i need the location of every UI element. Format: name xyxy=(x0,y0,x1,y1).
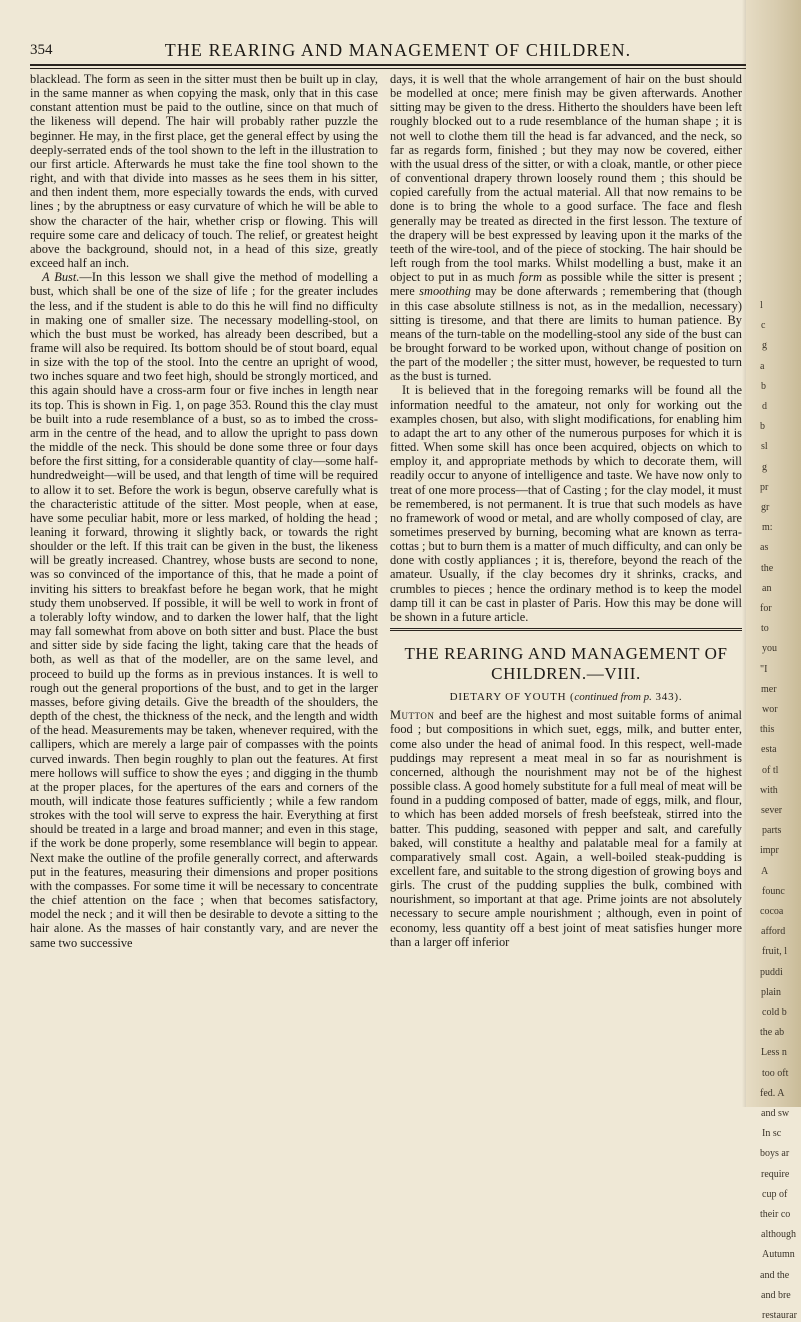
facing-page-fragment: c xyxy=(761,320,766,332)
right-column xyxy=(390,72,742,949)
facing-page-fragment: g xyxy=(762,461,767,473)
facing-page-fragment: mer xyxy=(761,683,777,695)
facing-page-fragment: fruit, l xyxy=(762,946,787,958)
facing-page-fragment: pr xyxy=(760,481,769,493)
facing-page-fragment: wor xyxy=(762,704,778,715)
facing-page-fragment: and the xyxy=(760,1269,790,1281)
emphasis-form: form xyxy=(518,270,543,285)
facing-page-fragment: the ab xyxy=(760,1027,785,1039)
facing-page-fragment: In sc xyxy=(762,1128,782,1140)
paragraph-continued-right xyxy=(390,72,742,383)
facing-page-fragment: sl xyxy=(761,441,768,453)
facing-page-fragment: cold b xyxy=(762,1007,787,1018)
opening-word: Mutton xyxy=(390,708,435,723)
running-title: THE REARING AND MANAGEMENT OF CHILDREN. xyxy=(164,40,632,60)
facing-page-fragment: of tl xyxy=(762,764,779,776)
facing-page-fragment: and bre xyxy=(761,1289,791,1301)
article-subtitle xyxy=(390,690,742,704)
paragraph-text: as possible while the sitter is present ; mere xyxy=(390,270,742,299)
facing-page-fragment: afford xyxy=(761,926,786,938)
paragraph-continued: blacklead. The form as seen in the sitter must then be built up in clay, in the same manner as when copying the mask, only that in this case constant attention must be paid to the outline, since on that much of the likeness will depend. The hair will probably rather puzzle the beginner. He may, in the first place, get the general effect by using the deeply-serrated ends of the tool shown to the left in the illustration to our first article. Afterwards he must take the fine tool shown to the right, and with that divide into masses as he sees them in his sitter, and then indent them, more especially towards the ends, with curved lines ; by the abruptness or easy curvature of which he will be able to show the character of the hair, whether crisp or flowing. This will require some care and delicacy of touch. The relief, or greatest height above the background, should not, in a head of this size, greatly exceed half an inch. xyxy=(30,72,378,271)
facing-page-fragment: A xyxy=(761,865,769,877)
left-column xyxy=(30,72,378,950)
facing-page-fragment: b xyxy=(761,380,766,392)
facing-page-fragment: require xyxy=(761,1168,790,1180)
header-rule-thin xyxy=(30,68,766,69)
facing-page-fragment: boys ar xyxy=(760,1148,790,1160)
header-rule xyxy=(30,64,766,66)
facing-page-fragment: cocoa xyxy=(760,906,784,917)
paragraph-text: —In this lesson we shall give the method of modelling a bust, which shall be one of the size of life ; for the greater includes the less, and if the student is able to do this he will find no difficulty in making one of smaller size. The necessary modelling-stool, on which the bust must be worked, has already been described, but a frame will also be required. Its bottom should be of stout board, equal in size with the top of the stool. Into the centre an upright of wood, two inches square and two feet high, should be strongly morticed, and this again should have a cross-arm four or five inches in length near its top. This is shown in Fig. 1, on page 353. Round this the clay must be built into a rude resemblance of a bust, so as to imbed the cross-arm in the centre of the head, and to allow the upright to pass down the middle of the neck. This should be done some three or four days before the first sitting, for a considerable quantity of clay—some half-hundredweight—will be used, and that length of time will be required to allow it to set. Before the work is begun, observe carefully what is the characteristic attitude of the sitter. Most people, when at ease, have some peculiar habit, more or less marked, of holding the head ; leaning it forward, throwing it slightly back, or towards the right shoulder or the left. If this trait can be given in the bust, the likeness will be greatly increased. Chantrey, whose busts are second to none, was so convinced of the importance of this, that he made a point of inviting his sitters to breakfast before he began work, that he might study them unobserved. If possible, it will be well to work in front of a tolerably lofty window, and to darken the lower half, that the light may fall somewhat from above on both sitter and bust. Place the bust and sitter side by side facing the light, taking care that the heads of both, as well as that of the modeller, are on the same level, and proceed to build up the forms as in previous instances. It is well to rough out the general proportions of the bust, and to get in the larger masses, before giving details. Give the breadth of the shoulders, the depth of the chest, the thickness of the neck, and the length and width of the head. Measurements may be taken, whenever required, with the callipers, which are merely a large pair of compasses with the points curved inwards. Then begin roughly to plan out the features. At first mere hollows will suffice to show the eyes ; and digging in the thumb at the proper places, for the apertures of the ears and corners of the mouth, will indicate those features sufficiently ; while a few random strokes with the tool will serve to express the hair. Everything at first should be treated in a large and broad manner; and even in this stage, if the work be done properly, some resemblance will begin to appear. Next make the outline of the profile generally correct, and afterwards put in the features, measuring their dimensions and proper positions with the compasses. For some time it will be necessary to concentrate the chief attention on the face ; when that becomes satisfactory, model the neck ; and it will then be desirable to devote a sitting to the hair alone. As the masses of hair constantly vary, and are never the same two successive xyxy=(30,270,378,950)
subtitle-text: DIETARY OF YOUTH ( xyxy=(449,691,575,704)
facing-page-fragment: for xyxy=(760,603,772,614)
facing-page-fragment: d xyxy=(762,401,767,412)
facing-page-fragment: m: xyxy=(762,522,773,534)
facing-page-fragment: to xyxy=(761,623,769,635)
subtitle-reference: continued from p. xyxy=(574,691,652,704)
facing-page-fragment: this xyxy=(760,724,775,736)
section-divider xyxy=(390,624,742,634)
section-lead-a-bust: A Bust. xyxy=(42,270,80,285)
paragraph-text: and beef are the highest and most suitable forms of animal food ; but compositions in which suet, eggs, milk, and butter enter, come also under the head of animal food. In this respect, well-made puddings may represent a meat meal in so far as nourishment is concerned, although the nourishment may not be of the highest possible class. A good homely substitute for a full meal of meat will be found in a pudding composed of batter, made of eggs, milk, and flour, to which has been added morsels of fresh beefsteak, stirred into the batter. This pudding, seasoned with pepper and salt, and carefully baked, will constitute a healthy and palatable meal for a family at comparatively small cost. Again, a well-boiled steak-pudding is excellent fare, and suitable to the strong digestion of growing boys and girls. The crust of the pudding supplies the bulk, combined with nourishment, so important at that age. Prime joints are not absolutely necessary to secure ample nourishment ; although, even in point of economy, less quantity off a best joint of meat satisfies hunger more than a larger off inferior xyxy=(390,708,742,949)
paragraph-text: may be done afterwards ; remembering that (though in this case absolute stillness is not, as in the medallion, necessary) sitting is tiresome, and that there are limits to human patience. By means of the turn-table on the modelling-stool any side of the bust can be brought forward to be worked upon, without change of position on the part of the modeller ; the sitter must, however, be requested to turn as the bust is turned. xyxy=(390,284,742,384)
facing-page-fragment: and sw xyxy=(761,1108,790,1119)
facing-page-fragment: "I xyxy=(760,663,768,675)
facing-page-fragment: b xyxy=(760,421,765,433)
facing-page-fragment: Less n xyxy=(761,1047,787,1059)
facing-page-fragment: their co xyxy=(760,1209,791,1220)
facing-page-fragment: although xyxy=(761,1229,796,1241)
facing-page-fragment: founc xyxy=(762,885,785,897)
facing-page-fragment: the xyxy=(761,562,774,574)
facing-page-fragment: gr xyxy=(761,502,770,513)
facing-page-fragment: cup of xyxy=(762,1188,788,1200)
facing-page-fragment: esta xyxy=(761,744,777,756)
facing-page-fragment: sever xyxy=(761,805,783,816)
subtitle-text: 343). xyxy=(655,691,683,704)
page-header xyxy=(30,40,766,62)
paragraph-conclusion: It is believed that in the foregoing remarks will be found all the information needful to the amateur, not only for working out the examples chosen, but also, with slight modifications, for enabling him to adapt the art to any other of the numerous purposes for which it is fitted. When some skill has once been acquired, objects on which to employ it, and appropriate methods by which to decorate them, will readily occur to anyone of intelligence and taste. We have now only to treat of one more process—that of Casting ; for the clay model, it must be remembered, is not permanent. It is true that such models as have no framework of wood or metal, and are wholly composed of clay, are sometimes preserved by burning, becoming what are known as terra-cottas ; but to burn them is a matter of much difficulty, and can only be done with costly appliances ; it is, therefore, beyond the reach of the amateur. Usually, if the clay becomes dry it shrinks, cracks, and crumbles to pieces ; hence the ordinary method is to keep the model damp till it can be cast in plaster of Paris. How this may be done will be shown in a future article. xyxy=(390,383,743,624)
facing-page-fragment: you xyxy=(762,643,777,655)
facing-page-fragment: with xyxy=(760,784,778,796)
facing-page-fragment: impr xyxy=(760,845,779,857)
facing-page-edge xyxy=(746,0,801,1321)
facing-page-fragment: g xyxy=(762,340,767,352)
paragraph-a-bust xyxy=(30,270,378,950)
facing-page-fragment: an xyxy=(762,582,772,594)
facing-page-fragment: fed. A xyxy=(760,1087,785,1099)
facing-page-fragment: restaurar xyxy=(762,1310,797,1321)
facing-page-fragment: a xyxy=(760,360,765,372)
facing-page-fragment: plain xyxy=(761,986,781,998)
facing-page-fragment: Autumn xyxy=(762,1249,795,1261)
emphasis-smoothing: smoothing xyxy=(419,284,471,299)
facing-page-fragment: parts xyxy=(762,825,782,837)
facing-page-fragment: puddi xyxy=(760,966,783,978)
paragraph-text: days, it is well that the whole arrangement of hair on the bust should be modelled at once; mere finish may be given afterwards. Another sitting may be given to the dress. Hitherto the shoulders have been left roughly blocked out to a rude resemblance of the human shape ; it is not well to clothe them till the head is far advanced, and the neck, so far as regards form, finished ; but they may now be covered, either with the usual dress of the sitter, or with a cloak, mantle, or other piece of conventional drapery thrown loosely round them ; this should be copied carefully from the actual material. All that now remains to be done is to bring the whole to a good surface. The face and flesh generally may be treated as directed in the first lesson. The texture of the drapery will be best expressed by leaving upon it the marks of the teeth of the wire-tool, and of the piece of stocking. The hair should be left rough from the tool marks. Whilst modelling a bust, make it an object to put in as much xyxy=(390,72,742,285)
facing-page-fragment: l xyxy=(760,300,763,311)
page-number: 354 xyxy=(30,42,53,58)
paragraph-dietary xyxy=(390,708,742,949)
article-title: THE REARING AND MANAGEMENT OF CHILDREN.—VIII. xyxy=(404,644,728,684)
facing-page-fragment: too oft xyxy=(762,1067,789,1079)
facing-page-fragment: as xyxy=(760,542,769,554)
